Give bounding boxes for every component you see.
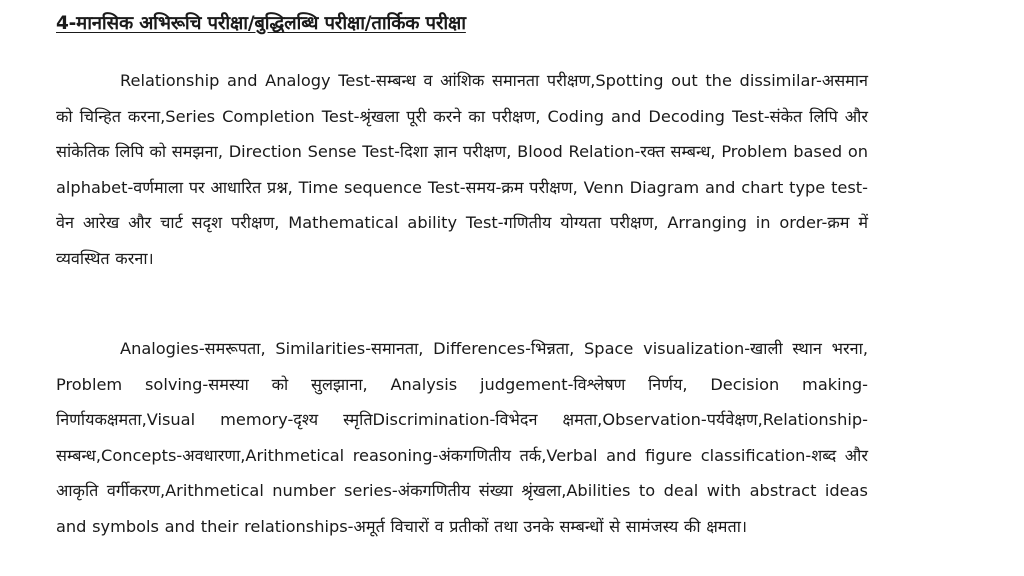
syllabus-paragraph-2: Analogies-समरूपता, Similarities-समानता, Differences-भिन्नता, Space visualization-खाली स्थान भरना, Problem solving-समस्या को सुलझाना, Analysis judgement-विश्लेषण निर्णय, Decision making-निर्णायकक्षमता,Visual memory-दृश्य स्मृतिDiscrimination-विभेदन क्षमता,Observation-पर्यवेक्षण,Relationship-सम्बन्ध,Concepts-अवधारणा,Arithmetical reasoning-अंकगणितीय तर्क,Verbal and figure classification-शब्द और आकृति वर्गीकरण,Arithmetical number series-अंकगणितीय संख्या श्रृंखला,Abilities to deal with abstract ideas and symbols and their relationships-अमूर्त विचारों व प्रतीकों तथा उनके सम्बन्धों से सामंजस्य की क्षमता। <box>56 339 868 536</box>
section-heading: 4-मानसिक अभिरूचि परीक्षा/बुद्धिलब्धि परीक्षा/तार्किक परीक्षा <box>56 13 466 34</box>
syllabus-paragraph-1: Relationship and Analogy Test-सम्बन्ध व आंशिक समानता परीक्षण,Spotting out the dissimilar-असमान को चिन्हित करना,Series Completion Test-श्रृंखला पूरी करने का परीक्षण, Coding and Decoding Test-संकेत लिपि और सांकेतिक लिपि को समझना, Direction Sense Test-दिशा ज्ञान परीक्षण, Blood Relation-रक्त सम्बन्ध, Problem based on alphabet-वर्णमाला पर आधारित प्रश्न, Time sequence Test-समय-क्रम परीक्षण, Venn Diagram and chart type test-वेन आरेख और चार्ट सदृश परीक्षण, Mathematical ability Test-गणितीय योग्यता परीक्षण, Arranging in order-क्रम में व्यवस्थित करना। <box>56 71 868 268</box>
